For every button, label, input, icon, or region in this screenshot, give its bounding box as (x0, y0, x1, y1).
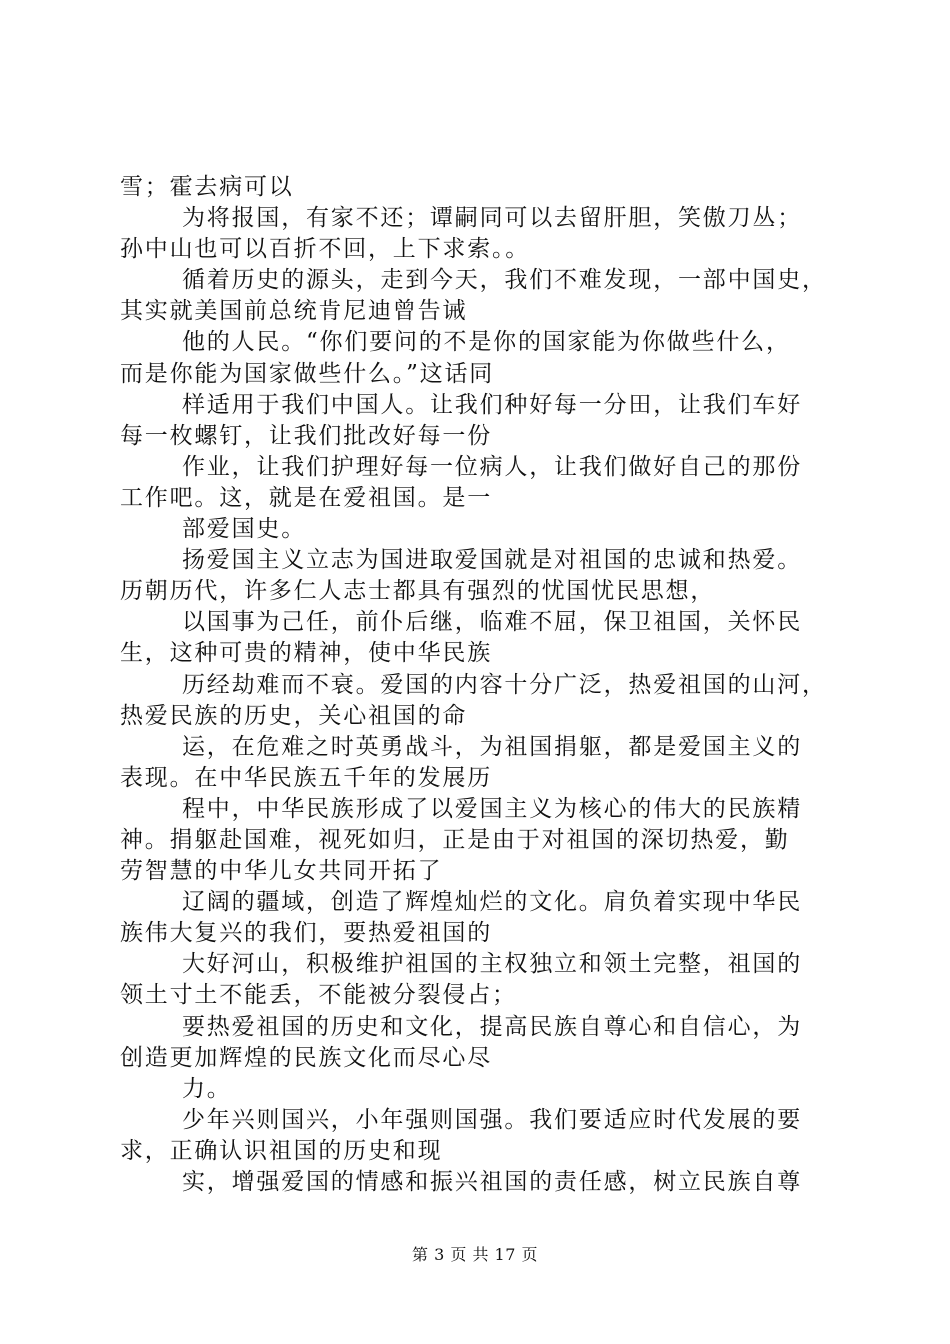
text-line: 扬爱国主义立志为国进取爱国就是对祖国的忠诚和热爱。 (182, 547, 802, 574)
text-line: 领土寸土不能丢，不能被分裂侵占； (120, 982, 517, 1009)
text-line: 作业，让我们护理好每一位病人，让我们做好自己的那份 (182, 453, 802, 480)
text-line: 程中，中华民族形成了以爱国主义为核心的伟大的民族精 (182, 795, 802, 822)
text-line: 实，增强爱国的情感和振兴祖国的责任感，树立民族自尊 (182, 1169, 802, 1195)
text-line: 以国事为己任，前仆后继，临难不屈，保卫祖国，关怀民 (182, 609, 802, 636)
text-line: 历经劫难而不衰。爱国的内容十分广泛，热爱祖国的山河， (182, 671, 827, 698)
text-line: 表现。在中华民族五千年的发展历 (120, 764, 492, 791)
text-line: 为将报国，有家不还；谭嗣同可以去留肝胆，笑傲刀丛； (182, 205, 802, 232)
text-line: 族伟大复兴的我们，要热爱祖国的 (120, 920, 492, 947)
text-line: 劳智慧的中华儿女共同开拓了 (120, 858, 443, 885)
text-line: 部爱国史。 (182, 516, 306, 543)
text-line: 热爱民族的历史，关心祖国的命 (120, 702, 468, 729)
text-line: 每一枚螺钉，让我们批改好每一份 (120, 422, 492, 449)
text-line: 运，在危难之时英勇战斗，为祖国捐躯，都是爱国主义的 (182, 733, 802, 760)
document-body (120, 172, 840, 1198)
text-line: 创造更加辉煌的民族文化而尽心尽 (120, 1044, 492, 1071)
text-line: 雪；霍去病可以 (120, 174, 294, 200)
text-line: 辽阔的疆域，创造了辉煌灿烂的文化。肩负着实现中华民 (182, 889, 802, 916)
page-footer: 第 3 页 共 17 页 (412, 1245, 538, 1264)
text-line: 大好河山，积极维护祖国的主权独立和领土完整，祖国的 (182, 951, 802, 978)
text-line: 历朝历代，许多仁人志士都具有强烈的忧国忧民思想， (120, 578, 716, 605)
text-line: 生，这种可贵的精神，使中华民族 (120, 640, 492, 667)
text-line: 工作吧。这，就是在爱祖国。是一 (120, 484, 492, 511)
text-line: 要热爱祖国的历史和文化，提高民族自尊心和自信心，为 (182, 1013, 802, 1040)
text-line: 他的人民。“你们要问的不是你的国家能为你做些什么， (182, 329, 791, 356)
text-line: 孙中山也可以百折不回，上下求索。。 (120, 236, 531, 263)
text-line: 求，正确认识祖国的历史和现 (120, 1137, 443, 1164)
text-line: 循着历史的源头，走到今天，我们不难发现，一部中国史， (182, 267, 827, 294)
text-line: 力。 (182, 1075, 232, 1102)
text-line: 神。捐躯赴国难，视死如归，正是由于对祖国的深切热爱，勤 (120, 826, 790, 853)
text-line: 而是你能为国家做些什么。”这话同 (120, 360, 495, 387)
text-line: 其实就美国前总统肯尼迪曾告诫 (120, 298, 468, 325)
text-line: 样适用于我们中国人。让我们种好每一分田，让我们车好 (182, 391, 802, 418)
text-line: 少年兴则国兴，小年强则国强。我们要适应时代发展的要 (182, 1106, 802, 1133)
